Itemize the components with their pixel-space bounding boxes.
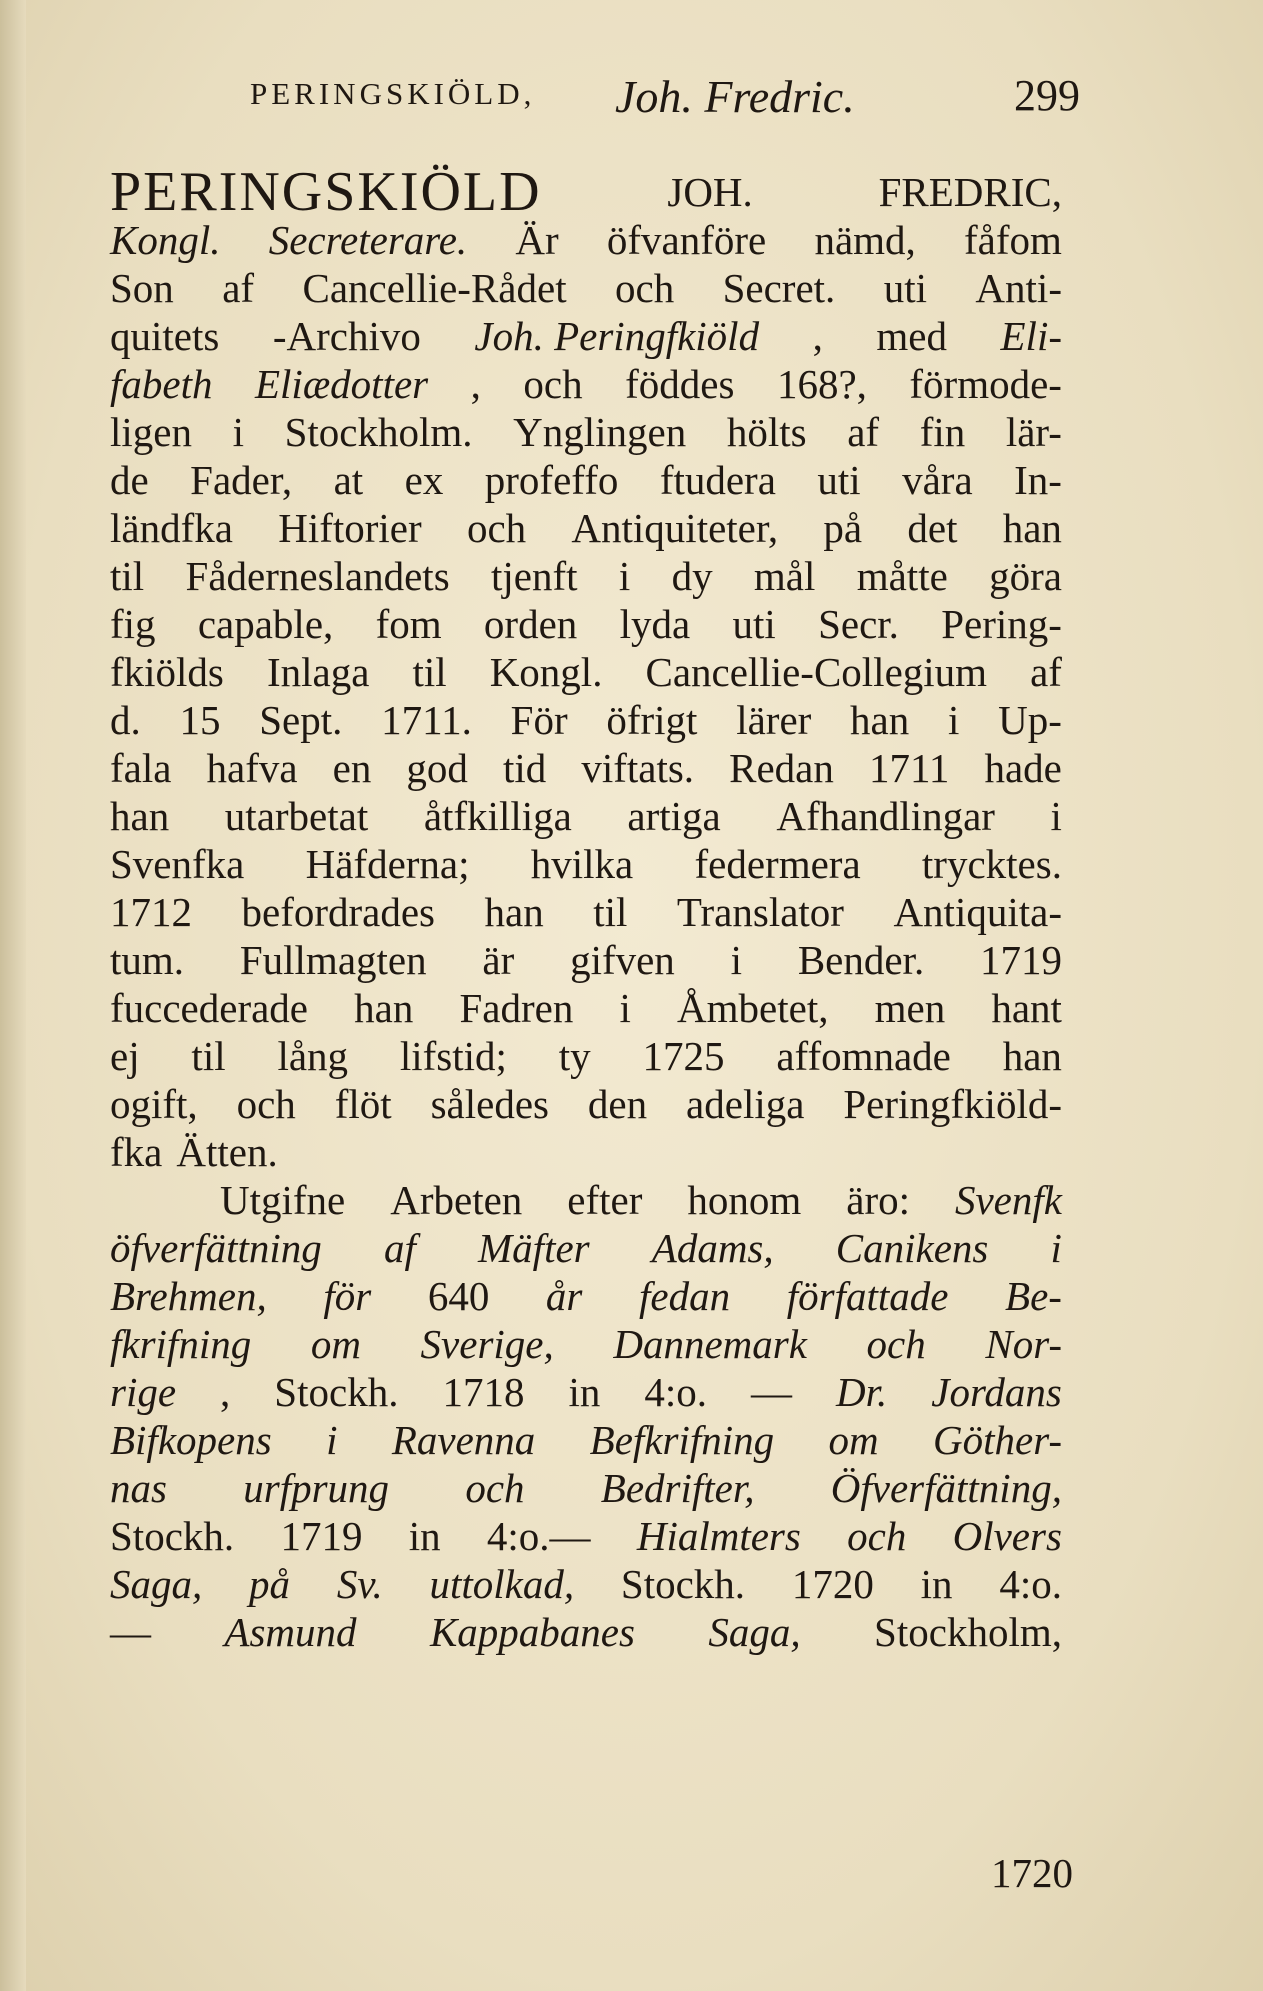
word: 1711	[868, 745, 950, 791]
word: utarbetat	[224, 793, 369, 839]
word: Adams,	[651, 1225, 774, 1271]
word: för	[323, 1273, 372, 1319]
word: en	[332, 745, 372, 791]
text-line	[110, 696, 1062, 744]
word: äro:	[846, 1177, 910, 1223]
word: uttolkad,	[429, 1561, 575, 1607]
word: nämd,	[814, 217, 916, 263]
word: hant	[991, 985, 1062, 1031]
word: fka	[110, 1129, 163, 1175]
word: dy	[671, 553, 713, 599]
word: våra	[902, 457, 973, 503]
word: fin	[919, 409, 966, 455]
word: ländfka	[110, 505, 233, 551]
word: Secr.	[818, 601, 899, 647]
word: Öfverfättning,	[830, 1465, 1062, 1511]
word: federmera	[694, 841, 861, 887]
word: Anti-	[975, 265, 1062, 311]
word: och	[523, 361, 583, 407]
word: JOH.	[667, 169, 753, 215]
word: Göther-	[933, 1417, 1062, 1463]
word: i	[232, 409, 244, 455]
word: Utgifne	[220, 1177, 346, 1223]
word: FREDRIC,	[878, 169, 1062, 215]
word: Dr.	[836, 1369, 888, 1415]
word: Cancellie-Collegium	[645, 649, 988, 695]
word: Antiquiteter,	[571, 505, 779, 551]
text-line	[110, 744, 1062, 792]
page-number: 299	[1014, 71, 1080, 120]
word: rige	[110, 1369, 177, 1415]
text-line	[110, 1128, 1062, 1176]
word: Peringfkiöld-	[843, 1081, 1062, 1127]
text-line	[110, 1416, 1062, 1464]
word: på	[823, 505, 863, 551]
word: Stockh.	[620, 1561, 746, 1607]
word: Fadren	[459, 985, 574, 1031]
word: Son	[110, 265, 174, 311]
word: Inlaga	[266, 649, 370, 695]
word: Kongl.	[489, 649, 603, 695]
word: 1719	[280, 1513, 363, 1559]
word: Bender.	[797, 937, 925, 983]
word: Fader,	[190, 457, 293, 503]
word: Redan	[729, 745, 834, 791]
word: de	[110, 457, 149, 503]
word: fala	[110, 745, 172, 791]
word: öfverfättning	[110, 1225, 322, 1271]
word: Ynglingen	[513, 409, 687, 455]
word: fåfom	[964, 217, 1062, 263]
word: 15	[179, 697, 221, 743]
word: hafva	[206, 745, 298, 791]
word: Svenfka	[110, 841, 245, 887]
word: lång	[277, 1033, 349, 1079]
catchword: 1720	[991, 1850, 1073, 1896]
word: af	[383, 1225, 416, 1271]
word: ligen	[110, 409, 192, 455]
running-title: PERINGSKIÖLD,	[250, 76, 536, 111]
word: in	[568, 1369, 601, 1415]
word: Asmund	[224, 1609, 357, 1655]
text-line	[110, 408, 1062, 456]
word: fom	[375, 601, 442, 647]
word: och	[465, 1465, 525, 1511]
word: 4:o.	[644, 1369, 708, 1415]
word: Joh. Peringfkiöld	[474, 313, 760, 359]
word: öfrigt	[606, 697, 698, 743]
word: Be-	[1005, 1273, 1062, 1319]
word: 4:o.	[999, 1561, 1062, 1607]
running-header	[250, 68, 1080, 128]
text-line	[110, 552, 1062, 600]
word: uti	[732, 601, 776, 647]
word: 640	[427, 1273, 490, 1319]
word: in	[920, 1561, 953, 1607]
word: viftats.	[581, 745, 695, 791]
text-line	[110, 792, 1062, 840]
word: om	[310, 1321, 361, 1367]
word: ej	[110, 1033, 140, 1079]
word: Secreterare.	[268, 217, 468, 263]
word: —	[110, 1609, 151, 1655]
word: och	[236, 1081, 296, 1127]
text-line	[110, 1080, 1062, 1128]
word: 1719	[980, 937, 1062, 983]
word: hvilka	[530, 841, 634, 887]
word: lifstid;	[399, 1033, 507, 1079]
word: på	[249, 1561, 291, 1607]
word: åtfkilliga	[423, 793, 572, 839]
word: uti	[817, 457, 861, 503]
text-line	[110, 1224, 1062, 1272]
word: Nor-	[985, 1321, 1062, 1367]
word: 4:o.—	[486, 1513, 591, 1559]
word: Fåderneslandets	[185, 553, 450, 599]
word: fig	[110, 601, 156, 647]
word: capable,	[197, 601, 334, 647]
word: fuccederade	[110, 985, 308, 1031]
word: god	[406, 745, 468, 791]
word: til	[593, 889, 628, 935]
word: til	[412, 649, 447, 695]
word: ,	[470, 361, 481, 407]
word: Sverige,	[420, 1321, 554, 1367]
word: fabeth	[110, 361, 213, 407]
text-line	[110, 504, 1062, 552]
word: ex	[404, 457, 444, 503]
text-line	[110, 1512, 1062, 1560]
word: d.	[110, 697, 141, 743]
text-line	[110, 936, 1062, 984]
text-line	[110, 1560, 1062, 1608]
word: til	[191, 1033, 226, 1079]
word: af	[847, 409, 880, 455]
word: Stockh.	[110, 1513, 235, 1559]
word: Secret.	[722, 265, 836, 311]
word: ogift,	[110, 1081, 198, 1127]
text-line	[110, 888, 1062, 936]
word: Afhandlingar	[776, 793, 995, 839]
text-line	[110, 1464, 1062, 1512]
word: trycktes.	[921, 841, 1062, 887]
word: men	[874, 985, 946, 1031]
word: Häfderna;	[305, 841, 470, 887]
word: Stockholm,	[874, 1609, 1062, 1655]
word: Olvers	[952, 1513, 1062, 1559]
word: i	[948, 697, 960, 743]
word: ,	[812, 313, 823, 359]
word: Ätten.	[176, 1129, 278, 1175]
word: fedan	[639, 1273, 731, 1319]
word: befordrades	[241, 889, 436, 935]
word: Brehmen,	[110, 1273, 267, 1319]
text-line	[110, 360, 1062, 408]
word: Befkrifning	[589, 1417, 775, 1463]
word: Svenfk	[954, 1177, 1062, 1223]
word: Stockholm.	[284, 409, 473, 455]
word: han	[110, 793, 170, 839]
word: Arbeten	[390, 1177, 523, 1223]
word: Hiftorier	[278, 505, 422, 551]
word: förmode-	[909, 361, 1062, 407]
word: Kappabanes	[429, 1609, 635, 1655]
word: 1720	[791, 1561, 874, 1607]
word: Pering-	[941, 601, 1062, 647]
word: För	[510, 697, 568, 743]
word: fkiölds	[110, 649, 224, 695]
word: Är	[515, 217, 559, 263]
word: Mäfter	[478, 1225, 590, 1271]
text-line	[110, 1176, 1062, 1224]
word: det	[907, 505, 958, 551]
text-line	[110, 1368, 1062, 1416]
word: orden	[483, 601, 578, 647]
text-line	[110, 216, 1062, 264]
word: uti	[883, 265, 928, 311]
word: ,	[220, 1369, 231, 1415]
text-line	[110, 984, 1062, 1032]
word: 1712	[110, 889, 192, 935]
word: i	[619, 985, 631, 1031]
word: Fullmagten	[239, 937, 427, 983]
word: ftudera	[659, 457, 776, 503]
word: nas	[110, 1465, 167, 1511]
word: Stockh.	[274, 1369, 399, 1415]
word: han	[1002, 505, 1062, 551]
running-title-italic: Joh. Fredric.	[615, 71, 855, 122]
word: Antiquita-	[893, 889, 1062, 935]
word: år	[545, 1273, 583, 1319]
word: i	[730, 937, 743, 983]
word: honom	[687, 1177, 802, 1223]
word: 168?,	[776, 361, 867, 407]
word: gifven	[570, 937, 675, 983]
word: han	[1002, 1033, 1062, 1079]
word: til	[110, 553, 145, 599]
word: han	[850, 697, 910, 743]
word: Ravenna	[391, 1417, 536, 1463]
word: Åmbetet,	[677, 985, 829, 1031]
word: 1711.	[381, 697, 472, 743]
word: profeffo	[484, 457, 619, 503]
text-line	[110, 840, 1062, 888]
word: adeliga	[686, 1081, 805, 1127]
word: Translator	[676, 889, 844, 935]
word: och	[466, 505, 527, 551]
word: Eliædotter	[255, 361, 429, 407]
word: göra	[989, 553, 1062, 599]
text-line	[110, 1320, 1062, 1368]
word: -Archivo	[272, 313, 421, 359]
word: öfvanföre	[606, 217, 767, 263]
word: författade	[786, 1273, 949, 1319]
biography-entry	[110, 161, 1062, 1656]
word: —	[751, 1369, 793, 1415]
word: han	[354, 985, 414, 1031]
word: Saga,	[708, 1609, 801, 1655]
word: och	[847, 1513, 907, 1559]
word: Sept.	[259, 697, 343, 743]
word: Sv.	[336, 1561, 383, 1607]
word: tum.	[110, 937, 185, 983]
word: PERINGSKIÖLD	[110, 161, 542, 223]
text-line	[110, 600, 1062, 648]
word: om	[828, 1417, 879, 1463]
word: lär-	[1005, 409, 1062, 455]
word: Cancellie-Rådet	[302, 265, 567, 311]
word: lärer	[736, 697, 812, 743]
word: i	[618, 553, 631, 599]
word: i	[1050, 793, 1062, 839]
word: af	[1030, 649, 1062, 695]
word: fkrifning	[110, 1321, 252, 1367]
word: quitets	[110, 313, 220, 359]
page-gutter	[0, 0, 26, 1991]
word: at	[333, 457, 364, 503]
word: Up-	[998, 697, 1062, 743]
text-line	[110, 1032, 1062, 1080]
text-line	[110, 312, 1062, 360]
text-line	[110, 456, 1062, 504]
word: Saga,	[110, 1561, 203, 1607]
word: affomnade	[776, 1033, 951, 1079]
word: artiga	[627, 793, 721, 839]
word: tid	[502, 745, 547, 791]
word: i	[326, 1417, 338, 1463]
word: Dannemark	[613, 1321, 807, 1367]
word: flöt	[334, 1081, 392, 1127]
word: efter	[567, 1177, 643, 1223]
word: med	[876, 313, 947, 359]
word: Kongl.	[110, 217, 221, 263]
word: lyda	[619, 601, 691, 647]
text-line	[110, 1272, 1062, 1320]
word: i	[1050, 1225, 1062, 1271]
word: mål	[753, 553, 816, 599]
word: och	[615, 265, 675, 311]
word: tjenft	[490, 553, 578, 599]
word: och	[866, 1321, 926, 1367]
word: Bedrifter,	[600, 1465, 755, 1511]
word: han	[484, 889, 544, 935]
word: urfprung	[243, 1465, 390, 1511]
word: den	[587, 1081, 648, 1127]
word: Bifkopens	[110, 1417, 272, 1463]
word: föddes	[625, 361, 735, 407]
word: är	[482, 937, 515, 983]
word: 1718	[442, 1369, 525, 1415]
word: Eli-	[1000, 313, 1062, 359]
text-line	[110, 648, 1062, 696]
word: hade	[984, 745, 1062, 791]
word: 1725	[642, 1033, 725, 1079]
word: in	[408, 1513, 441, 1559]
word: Canikens	[835, 1225, 989, 1271]
word: måtte	[856, 553, 948, 599]
word: Jordans	[931, 1369, 1062, 1415]
text-line	[110, 1608, 1062, 1656]
word: In-	[1014, 457, 1062, 503]
word: hölts	[726, 409, 807, 455]
word: således	[430, 1081, 549, 1127]
word: af	[222, 265, 255, 311]
text-line	[110, 161, 1062, 223]
word: Hialmters	[636, 1513, 801, 1559]
text-line	[110, 264, 1062, 312]
word: ty	[558, 1033, 591, 1079]
